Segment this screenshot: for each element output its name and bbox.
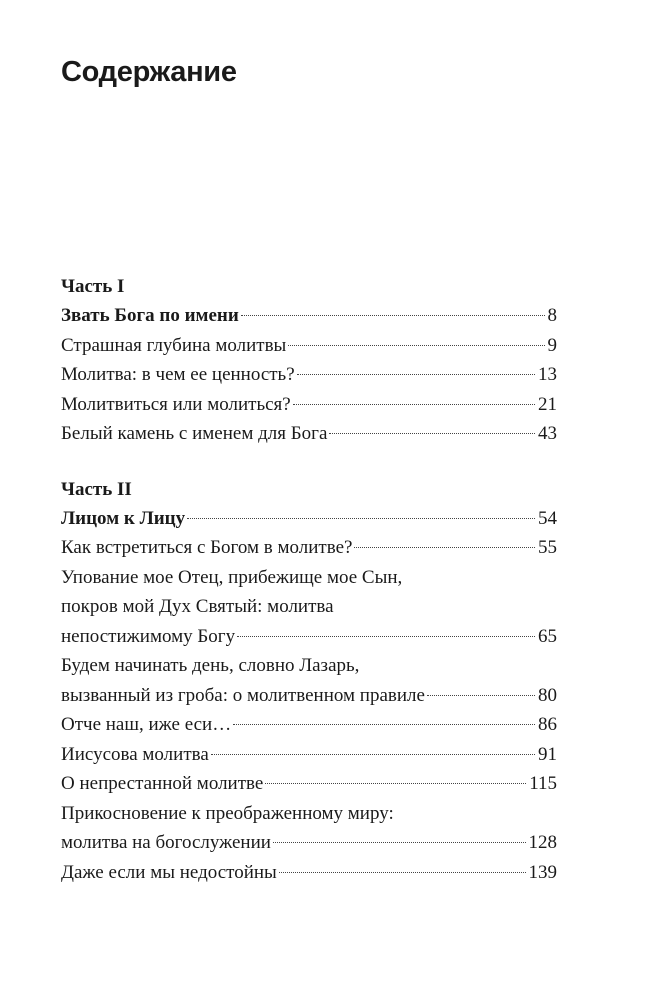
page-title: Содержание <box>61 56 237 88</box>
toc-entry-title: вызванный из гроба: о молитвенном правиле <box>61 684 425 706</box>
toc-entry-row <box>61 331 557 361</box>
toc-entry-title-line: покров мой Дух Святый: молитва <box>61 596 334 617</box>
toc-entry[interactable] <box>61 563 557 652</box>
toc-entry-row <box>61 769 557 799</box>
toc-entry-title: Как встретиться с Богом в молитве? <box>61 537 353 558</box>
dot-leader <box>273 842 526 843</box>
toc-entry-row <box>61 533 557 563</box>
toc-entry[interactable] <box>61 360 557 390</box>
toc-entry-row <box>61 301 557 331</box>
dot-leader <box>187 518 535 519</box>
toc-entry[interactable] <box>61 419 557 449</box>
dot-leader <box>265 783 526 784</box>
toc-entry-row <box>61 858 557 888</box>
page-number: 91 <box>538 743 557 765</box>
page-number: 80 <box>538 684 557 706</box>
page-number: 13 <box>538 364 557 385</box>
dot-leader <box>211 754 535 755</box>
toc-entry-row <box>61 710 557 740</box>
toc-entry-title: Молитва: в чем ее ценность? <box>61 364 295 385</box>
toc-entry-row <box>61 390 557 420</box>
page-number: 65 <box>538 625 557 647</box>
toc-entry-title-line: Упование мое Отец, прибежище мое Сын, <box>61 566 403 588</box>
toc-part <box>61 475 557 888</box>
dot-leader <box>293 404 535 405</box>
toc-entry-row <box>61 622 557 652</box>
dot-leader <box>354 547 535 548</box>
toc-entry-title-line: Будем начинать день, словно Лазарь, <box>61 655 360 676</box>
toc-entry[interactable] <box>61 533 557 563</box>
page-number: 115 <box>529 773 557 794</box>
dot-leader <box>241 315 545 316</box>
page-number: 139 <box>528 861 557 883</box>
toc-entry-title: непостижимому Богу <box>61 625 236 647</box>
toc-entry-title: Молитвиться или молиться? <box>61 393 291 415</box>
table-of-contents <box>61 272 557 913</box>
page-number: 86 <box>538 714 557 735</box>
toc-part <box>61 272 557 449</box>
toc-entry[interactable] <box>61 301 557 331</box>
toc-entry[interactable] <box>61 740 557 770</box>
toc-entry-row <box>61 740 557 770</box>
toc-entry-title: молитва на богослужении <box>61 832 271 853</box>
dot-leader <box>279 872 526 873</box>
toc-entry-title-line: Прикосновение к преображенному миру: <box>61 802 394 824</box>
page-number: 54 <box>538 507 557 529</box>
toc-entry-title: Лицом к Лицу <box>61 507 186 529</box>
toc-entry-row <box>61 681 557 711</box>
toc-entry[interactable] <box>61 390 557 420</box>
dot-leader <box>329 433 535 434</box>
toc-entry[interactable] <box>61 710 557 740</box>
part-heading: Часть II <box>61 478 132 500</box>
toc-entry-title: Страшная глубина молитвы <box>61 334 287 356</box>
toc-entry[interactable] <box>61 799 557 858</box>
toc-entry[interactable] <box>61 858 557 888</box>
toc-entry-title: Звать Бога по имени <box>61 305 239 326</box>
toc-entry[interactable] <box>61 504 557 534</box>
page-number: 55 <box>538 537 557 558</box>
page-number: 8 <box>547 305 557 326</box>
page-number: 9 <box>547 334 557 356</box>
toc-entry[interactable] <box>61 331 557 361</box>
toc-entry[interactable] <box>61 769 557 799</box>
toc-entry-title: Белый камень с именем для Бога <box>61 423 328 444</box>
dot-leader <box>233 724 535 725</box>
toc-entry-row <box>61 504 557 534</box>
page-number: 43 <box>538 423 557 444</box>
dot-leader <box>427 695 535 696</box>
toc-entry-title: Отче наш, иже еси… <box>61 714 232 735</box>
dot-leader <box>237 636 535 637</box>
toc-entry[interactable] <box>61 651 557 710</box>
toc-entry-row <box>61 419 557 449</box>
part-heading: Часть I <box>61 276 125 297</box>
dot-leader <box>297 374 535 375</box>
toc-entry-title: Иисусова молитва <box>61 743 209 765</box>
toc-entry-title: О непрестанной молитве <box>61 773 264 794</box>
toc-entry-row <box>61 360 557 390</box>
page-number: 21 <box>538 393 557 415</box>
toc-entry-title: Даже если мы недостойны <box>61 861 277 883</box>
dot-leader <box>288 345 544 346</box>
toc-entry-row <box>61 828 557 858</box>
page-number: 128 <box>528 832 557 853</box>
